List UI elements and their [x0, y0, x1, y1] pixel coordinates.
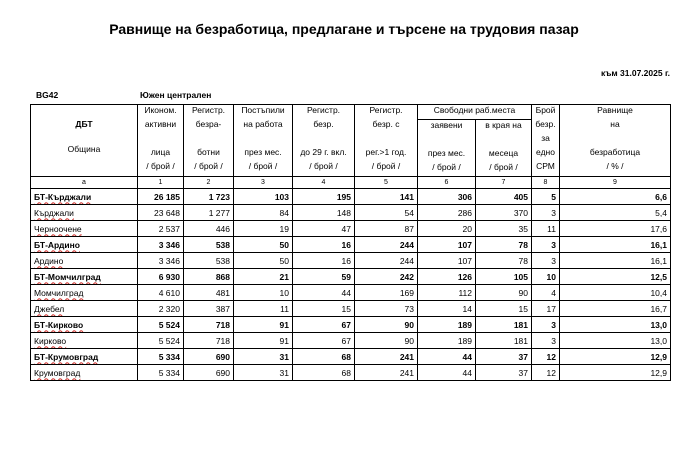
value-cell: 59 [293, 269, 355, 285]
value-cell: 12,9 [560, 349, 671, 365]
value-cell: 126 [418, 269, 476, 285]
row-name: БТ-Кирково [34, 319, 84, 330]
row-name: БТ-Кърджали [34, 191, 92, 202]
value-cell: 3 [532, 237, 560, 253]
value-cell: 47 [293, 221, 355, 237]
value-cell: 73 [355, 301, 418, 317]
index-cell: 8 [532, 177, 560, 189]
value-cell: 718 [184, 317, 234, 333]
value-cell: 78 [476, 253, 532, 269]
index-cell: 9 [560, 177, 671, 189]
value-cell: 481 [184, 285, 234, 301]
value-cell: 26 185 [138, 189, 184, 205]
value-cell: 5 334 [138, 349, 184, 365]
value-cell: 169 [355, 285, 418, 301]
value-cell: 242 [355, 269, 418, 285]
value-cell: 538 [184, 253, 234, 269]
table-row [31, 205, 671, 221]
value-cell: 244 [355, 237, 418, 253]
value-cell: 148 [293, 205, 355, 221]
table-row [31, 333, 671, 349]
value-cell: 12 [532, 349, 560, 365]
value-cell: 11 [234, 301, 293, 317]
table-row [31, 349, 671, 365]
table-row [31, 285, 671, 301]
header-vacancies: Свободни раб.места [418, 105, 532, 120]
row-name: Кирково [34, 335, 67, 346]
index-cell: 2 [184, 177, 234, 189]
value-cell: 90 [476, 285, 532, 301]
value-cell: 68 [293, 349, 355, 365]
index-cell: 4 [293, 177, 355, 189]
value-cell: 446 [184, 221, 234, 237]
value-cell: 21 [234, 269, 293, 285]
value-cell: 4 [532, 285, 560, 301]
value-cell: 16,1 [560, 253, 671, 269]
value-cell: 690 [184, 349, 234, 365]
value-cell: 112 [418, 285, 476, 301]
value-cell: 15 [293, 301, 355, 317]
value-cell: 195 [293, 189, 355, 205]
value-cell: 54 [355, 205, 418, 221]
value-cell: 78 [476, 237, 532, 253]
value-cell: 3 [532, 333, 560, 349]
row-name-cell [31, 189, 138, 205]
value-cell: 13,0 [560, 317, 671, 333]
row-name-cell [31, 237, 138, 253]
value-cell: 1 723 [184, 189, 234, 205]
row-name-cell [31, 221, 138, 237]
value-cell: 5 524 [138, 333, 184, 349]
table-row [31, 221, 671, 237]
value-cell: 5,4 [560, 205, 671, 221]
value-cell: 12,9 [560, 365, 671, 381]
value-cell: 241 [355, 365, 418, 381]
value-cell: 6,6 [560, 189, 671, 205]
header-col-7: в края на месеца / брой / [476, 120, 532, 177]
statistics-table [30, 104, 671, 381]
header-col-2: Регистр. безра- ботни / брой / [184, 105, 234, 177]
value-cell: 690 [184, 365, 234, 381]
value-cell: 10,4 [560, 285, 671, 301]
index-cell: 3 [234, 177, 293, 189]
value-cell: 67 [293, 333, 355, 349]
row-name: Джебел [34, 303, 65, 314]
value-cell: 37 [476, 349, 532, 365]
value-cell: 13,0 [560, 333, 671, 349]
value-cell: 3 346 [138, 253, 184, 269]
value-cell: 244 [355, 253, 418, 269]
value-cell: 2 320 [138, 301, 184, 317]
row-name-cell [31, 269, 138, 285]
value-cell: 50 [234, 253, 293, 269]
value-cell: 31 [234, 365, 293, 381]
report-date: към 31.07.2025 г. [600, 68, 670, 78]
value-cell: 141 [355, 189, 418, 205]
value-cell: 68 [293, 365, 355, 381]
value-cell: 12 [532, 365, 560, 381]
row-name: Крумовград [34, 367, 81, 378]
header-row [31, 105, 671, 120]
value-cell: 31 [234, 349, 293, 365]
header-col-5: Регистр. безр. с рег.>1 год. / брой / [355, 105, 418, 177]
value-cell: 16,1 [560, 237, 671, 253]
row-name: Кърджали [34, 207, 74, 218]
header-col-4: Регистр. безр. до 29 г. вкл. / брой / [293, 105, 355, 177]
row-name: Черноочене [34, 223, 82, 234]
value-cell: 103 [234, 189, 293, 205]
value-cell: 181 [476, 317, 532, 333]
value-cell: 370 [476, 205, 532, 221]
value-cell: 3 [532, 253, 560, 269]
value-cell: 14 [418, 301, 476, 317]
index-cell: 5 [355, 177, 418, 189]
row-name-cell [31, 285, 138, 301]
index-cell: 7 [476, 177, 532, 189]
value-cell: 87 [355, 221, 418, 237]
index-row [31, 177, 671, 189]
row-name: БТ-Крумовград [34, 351, 99, 362]
value-cell: 84 [234, 205, 293, 221]
value-cell: 90 [355, 333, 418, 349]
value-cell: 37 [476, 365, 532, 381]
table-row [31, 317, 671, 333]
value-cell: 12,5 [560, 269, 671, 285]
value-cell: 1 277 [184, 205, 234, 221]
value-cell: 286 [418, 205, 476, 221]
value-cell: 44 [418, 349, 476, 365]
row-name-cell [31, 349, 138, 365]
value-cell: 44 [293, 285, 355, 301]
value-cell: 189 [418, 333, 476, 349]
value-cell: 67 [293, 317, 355, 333]
value-cell: 44 [418, 365, 476, 381]
row-name-cell [31, 365, 138, 381]
table-row [31, 301, 671, 317]
row-name-cell [31, 333, 138, 349]
index-cell: 6 [418, 177, 476, 189]
value-cell: 5 524 [138, 317, 184, 333]
table-row [31, 365, 671, 381]
row-name-cell [31, 301, 138, 317]
value-cell: 3 [532, 317, 560, 333]
value-cell: 16,7 [560, 301, 671, 317]
header-col-6: заявени през мес. / брой / [418, 120, 476, 177]
table-row [31, 253, 671, 269]
value-cell: 23 648 [138, 205, 184, 221]
value-cell: 17 [532, 301, 560, 317]
value-cell: 868 [184, 269, 234, 285]
value-cell: 5 334 [138, 365, 184, 381]
value-cell: 90 [355, 317, 418, 333]
header-col-1: Иконом. активни лица / брой / [138, 105, 184, 177]
value-cell: 91 [234, 317, 293, 333]
value-cell: 4 610 [138, 285, 184, 301]
row-name-cell [31, 317, 138, 333]
report-title: Равнище на безработица, предлагане и търсене на трудовия пазар [109, 21, 579, 37]
row-name: БТ-Ардино [34, 239, 80, 250]
value-cell: 17,6 [560, 221, 671, 237]
value-cell: 91 [234, 333, 293, 349]
value-cell: 35 [476, 221, 532, 237]
row-name: БТ-Момчилград [34, 271, 101, 282]
header-dbt: ДБТ Община [31, 105, 138, 177]
value-cell: 16 [293, 253, 355, 269]
row-name-cell [31, 205, 138, 221]
table-row [31, 237, 671, 253]
value-cell: 189 [418, 317, 476, 333]
row-name: Ардино [34, 255, 64, 266]
table-body [31, 189, 671, 381]
region-code: BG42 [36, 90, 59, 100]
value-cell: 107 [418, 237, 476, 253]
row-name-cell [31, 253, 138, 269]
value-cell: 3 [532, 205, 560, 221]
value-cell: 718 [184, 333, 234, 349]
value-cell: 241 [355, 349, 418, 365]
value-cell: 15 [476, 301, 532, 317]
value-cell: 50 [234, 237, 293, 253]
value-cell: 3 346 [138, 237, 184, 253]
header-col-9: Равнище на безработица / % / [560, 105, 671, 177]
value-cell: 10 [234, 285, 293, 301]
value-cell: 10 [532, 269, 560, 285]
index-cell: 1 [138, 177, 184, 189]
value-cell: 6 930 [138, 269, 184, 285]
row-name: Момчилград [34, 287, 84, 298]
value-cell: 181 [476, 333, 532, 349]
value-cell: 387 [184, 301, 234, 317]
value-cell: 20 [418, 221, 476, 237]
header-col-8: Брой безр. за едно СРМ [532, 105, 560, 177]
table-row [31, 269, 671, 285]
value-cell: 5 [532, 189, 560, 205]
value-cell: 405 [476, 189, 532, 205]
value-cell: 538 [184, 237, 234, 253]
value-cell: 19 [234, 221, 293, 237]
value-cell: 16 [293, 237, 355, 253]
value-cell: 107 [418, 253, 476, 269]
value-cell: 105 [476, 269, 532, 285]
value-cell: 2 537 [138, 221, 184, 237]
header-col-3: Постъпили на работа през мес. / брой / [234, 105, 293, 177]
table-row [31, 189, 671, 205]
region-name: Южен централен [140, 90, 212, 100]
value-cell: 11 [532, 221, 560, 237]
index-cell: а [31, 177, 138, 189]
value-cell: 306 [418, 189, 476, 205]
